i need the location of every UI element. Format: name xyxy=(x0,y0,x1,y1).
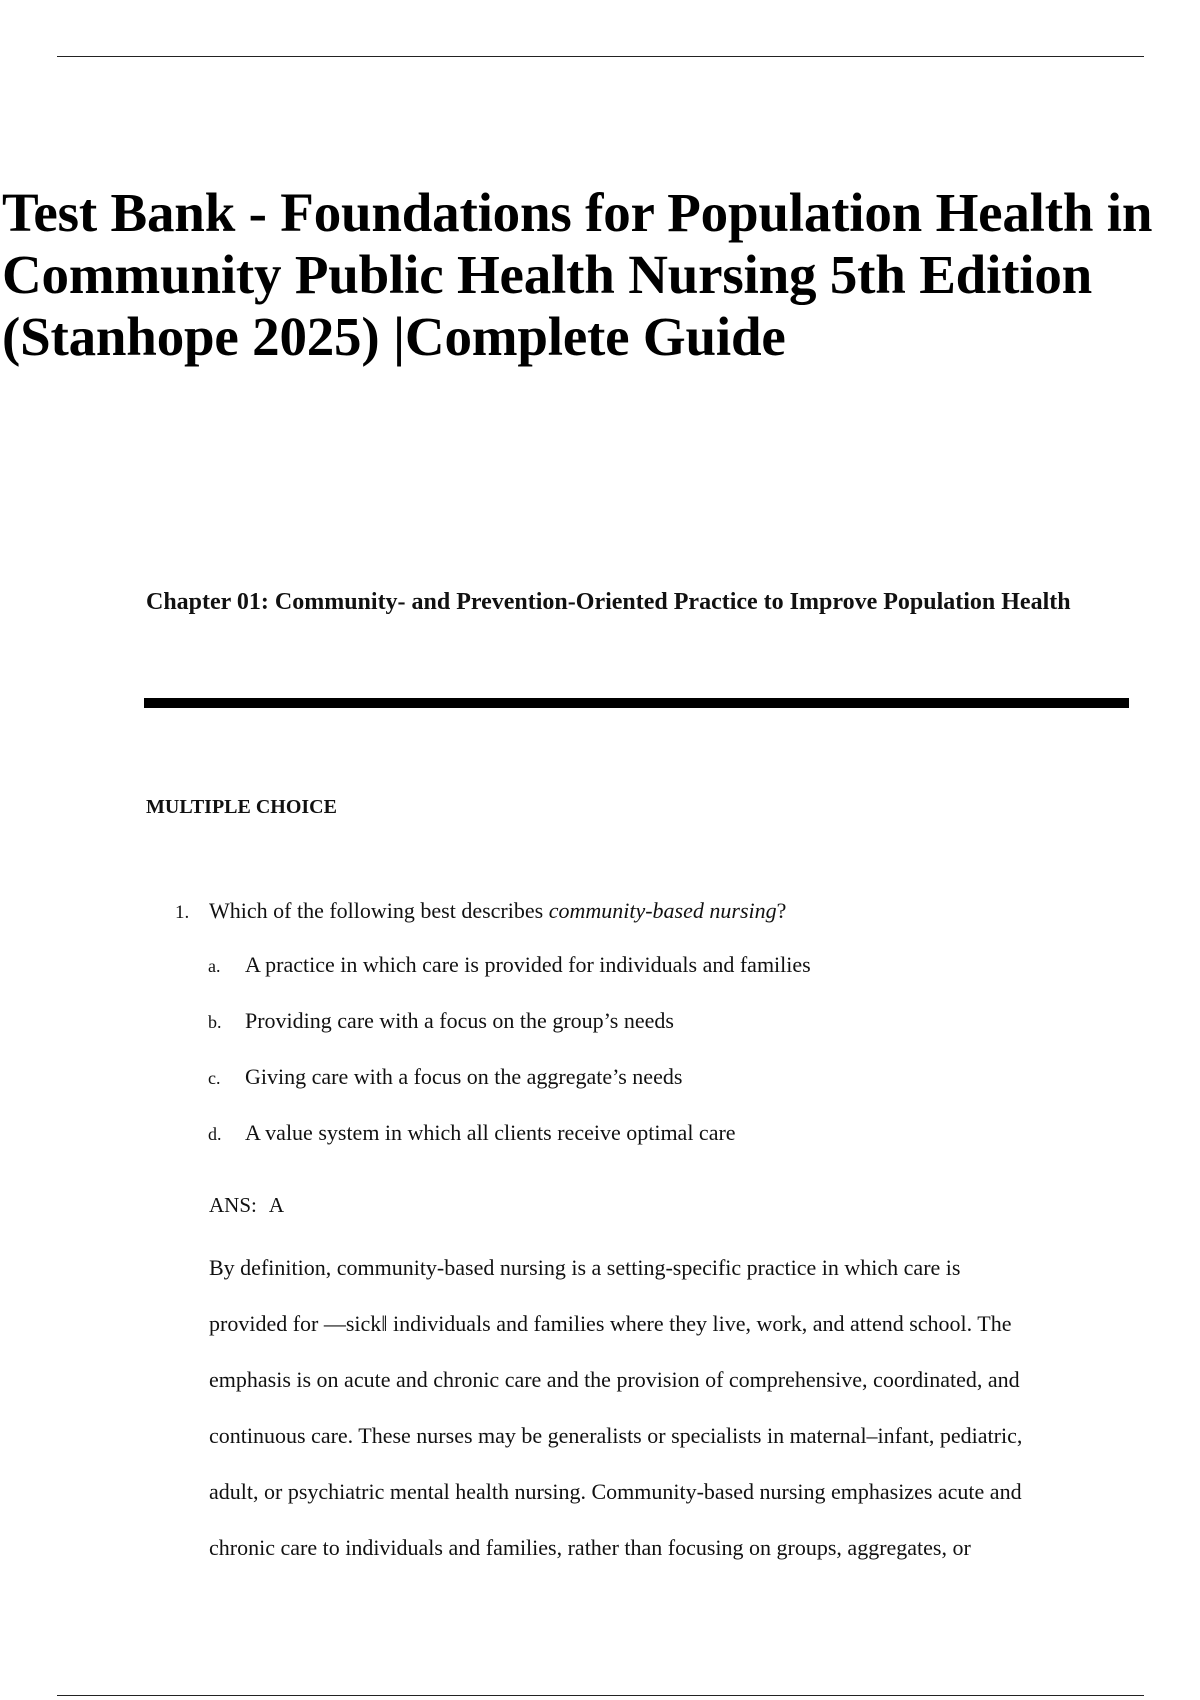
rationale-line: adult, or psychiatric mental health nursing. Community-based nursing emphasizes acute and xyxy=(209,1479,1022,1504)
option-letter: b. xyxy=(208,1012,222,1032)
option-text: A value system in which all clients receive optimal care xyxy=(245,1120,736,1145)
bottom-divider xyxy=(57,1695,1144,1696)
rationale-line: By definition, community-based nursing is a setting-specific practice in which care is xyxy=(209,1255,961,1280)
option-text: Giving care with a focus on the aggregate’s needs xyxy=(245,1064,683,1089)
question-stem xyxy=(175,897,1135,927)
question-number: 1. xyxy=(175,902,190,923)
chapter-heading: Chapter 01: Community- and Prevention-Oriented Practice to Improve Population Health xyxy=(146,589,1071,615)
rationale-line: continuous care. These nurses may be generalists or specialists in maternal–infant, pediatric, xyxy=(209,1423,1023,1448)
option-letter: c. xyxy=(208,1068,221,1088)
option-c xyxy=(208,1063,1148,1119)
rationale-line: provided for ―sick‖ individuals and families where they live, work, and attend school. The xyxy=(209,1311,1012,1336)
chapter-divider xyxy=(144,698,1129,708)
option-text: A practice in which care is provided for individuals and families xyxy=(245,952,811,977)
option-b xyxy=(208,1007,1148,1063)
top-divider xyxy=(57,56,1144,57)
rationale-line: chronic care to individuals and families, rather than focusing on groups, aggregates, or xyxy=(209,1535,971,1560)
option-text: Providing care with a focus on the group’s needs xyxy=(245,1008,674,1033)
answer-key xyxy=(209,1191,284,1219)
answer-options xyxy=(208,951,1148,1175)
rationale-paragraph xyxy=(209,1240,1139,1576)
option-a xyxy=(208,951,1148,1007)
answer-value: A xyxy=(268,1193,285,1217)
rationale-line: emphasis is on acute and chronic care and the provision of comprehensive, coordinated, and xyxy=(209,1367,1020,1392)
answer-label: ANS: xyxy=(209,1193,257,1217)
option-letter: d. xyxy=(208,1124,222,1144)
question-stem-emphasis: community-based nursing xyxy=(548,898,777,923)
option-letter: a. xyxy=(208,956,221,976)
document-title: Test Bank - Foundations for Population Health in Community Public Health Nursing 5th Edition (Stanhope 2025) |Complete Guide xyxy=(2,182,1153,367)
question-stem-suffix: ? xyxy=(776,898,787,923)
section-heading: MULTIPLE CHOICE xyxy=(146,796,337,818)
option-d xyxy=(208,1119,1148,1175)
question-stem-prefix: Which of the following best describes xyxy=(209,898,549,923)
